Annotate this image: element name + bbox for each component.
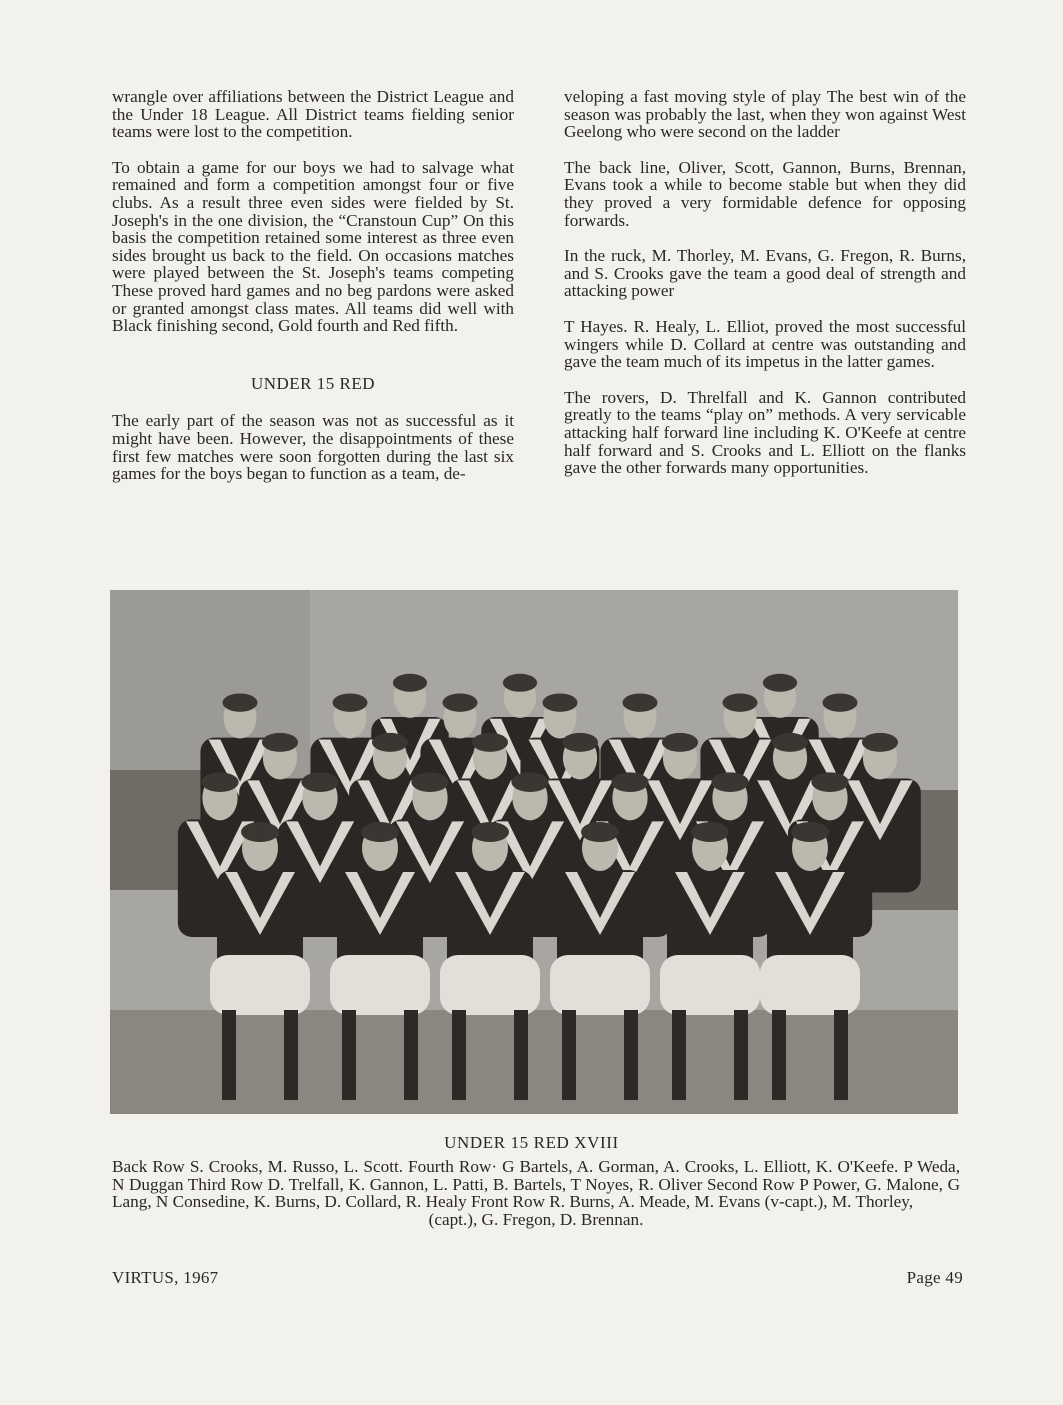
footer-page-number: Page 49 [906, 1268, 963, 1287]
player-leg [222, 1010, 236, 1100]
player-hair [393, 674, 427, 692]
right-column [564, 88, 966, 477]
paragraph: In the ruck, M. Thorley, M. Evans, G. Fregon, R. Burns, and S. Crooks gave the team a good deal of strength and attacking power [564, 246, 966, 301]
caption-body: Back Row S. Crooks, M. Russo, L. Scott. Fourth Row· G Bartels, A. Gorman, A. Crooks, L. Elliott, K. O'Keefe. P Weda, N Duggan Third Row D. Trelfall, K. Gannon, L. Patti, B. Bartels, T Noyes, R. Oliver Second Row P Power, G. Malone, G Lang, N Consedine, K. Burns, D. Collard, R. Healy Front Row R. Burns, A. Meade, M. Evans (v-capt.), M. Thorley, [112, 1157, 960, 1212]
player-hair [623, 693, 658, 711]
player-hair [262, 733, 298, 752]
paragraph: T Hayes. R. Healy, L. Elliot, proved the most successful wingers while D. Collard at centre was outstanding and gave the team much of its impetus in the latter games. [564, 316, 966, 372]
player-hair [471, 822, 509, 842]
player-hair [411, 772, 448, 792]
player-leg [834, 1010, 848, 1100]
paragraph: The rovers, D. Threlfall and K. Gannon contributed greatly to the teams “play on” methods. A very servicable attacking half forward line including K. O'Keefe at centre half forward and S. Crooks and L. Elliott on the flanks gave the other forwards many opportunities. [564, 387, 966, 478]
player-shorts [210, 955, 310, 1015]
paragraph: The back line, Oliver, Scott, Gannon, Burns, Brennan, Evans took a while to become stable but when they did they proved a very formidable defence for opposing forwards. [564, 157, 966, 230]
photo-caption [112, 1158, 960, 1228]
player-hair [511, 772, 548, 792]
player-hair [823, 693, 858, 711]
left-column [112, 88, 514, 483]
player-hair [333, 693, 368, 711]
photo-caption-title: UNDER 15 RED XVIII [444, 1133, 619, 1152]
ground [110, 1010, 958, 1114]
player-hair [662, 733, 698, 752]
team-photo-illustration [110, 590, 958, 1114]
player-shorts [330, 955, 430, 1015]
player-hair [372, 733, 408, 752]
player-hair [691, 822, 729, 842]
player-leg [514, 1010, 528, 1100]
player-leg [342, 1010, 356, 1100]
player-hair [611, 772, 648, 792]
player-hair [301, 772, 338, 792]
player-hair [711, 772, 748, 792]
section-heading: UNDER 15 RED [250, 373, 376, 393]
player-hair [503, 674, 537, 692]
player-hair [241, 822, 279, 842]
player-hair [772, 733, 808, 752]
player-leg [562, 1010, 576, 1100]
player-hair [201, 772, 238, 792]
player-hair [223, 693, 258, 711]
footer-publication: VIRTUS, 1967 [112, 1268, 219, 1287]
player-hair [443, 693, 478, 711]
player-hair [791, 822, 829, 842]
player-hair [862, 733, 898, 752]
paragraph: wrangle over affiliations between the District League and the Under 18 League. All District teams fielding senior teams were lost to the competition. [112, 87, 514, 142]
player-leg [772, 1010, 786, 1100]
player-hair [811, 772, 848, 792]
player-leg [404, 1010, 418, 1100]
player-hair [543, 693, 578, 711]
player-shorts [550, 955, 650, 1015]
player-hair [763, 674, 797, 692]
player-hair [562, 733, 598, 752]
player-hair [361, 822, 399, 842]
player-shorts [440, 955, 540, 1015]
team-photo [110, 590, 958, 1114]
player-shorts [660, 955, 760, 1015]
player-hair [581, 822, 619, 842]
player-leg [624, 1010, 638, 1100]
player-hair [472, 733, 508, 752]
caption-last-line: (capt.), G. Fregon, D. Brennan. [428, 1209, 644, 1229]
player-leg [672, 1010, 686, 1100]
player-leg [452, 1010, 466, 1100]
player-hair [723, 693, 758, 711]
player-shorts [760, 955, 860, 1015]
paragraph: veloping a fast moving style of play The best win of the season was probably the last, when they won against West Geelong who were second on the ladder [564, 87, 966, 142]
paragraph: To obtain a game for our boys we had to salvage what remained and form a competition amongst four or five clubs. As a result three even sides were fielded by St. Joseph's in the one division, the “Cranstoun Cup” On this basis the competition retained some interest as three even sides brought us back to the field. On occasions matches were played between the St. Joseph's teams competing These proved hard games and no beg pardons were asked or granted amongst class mates. All teams did well with Black finishing second, Gold fourth and Red fifth. [112, 157, 514, 336]
player-leg [284, 1010, 298, 1100]
paragraph: The early part of the season was not as successful as it might have been. However, the disappointments of these first few matches were soon forgotten during the last six games for the boys began to function as a team, de- [112, 411, 514, 484]
player-leg [734, 1010, 748, 1100]
